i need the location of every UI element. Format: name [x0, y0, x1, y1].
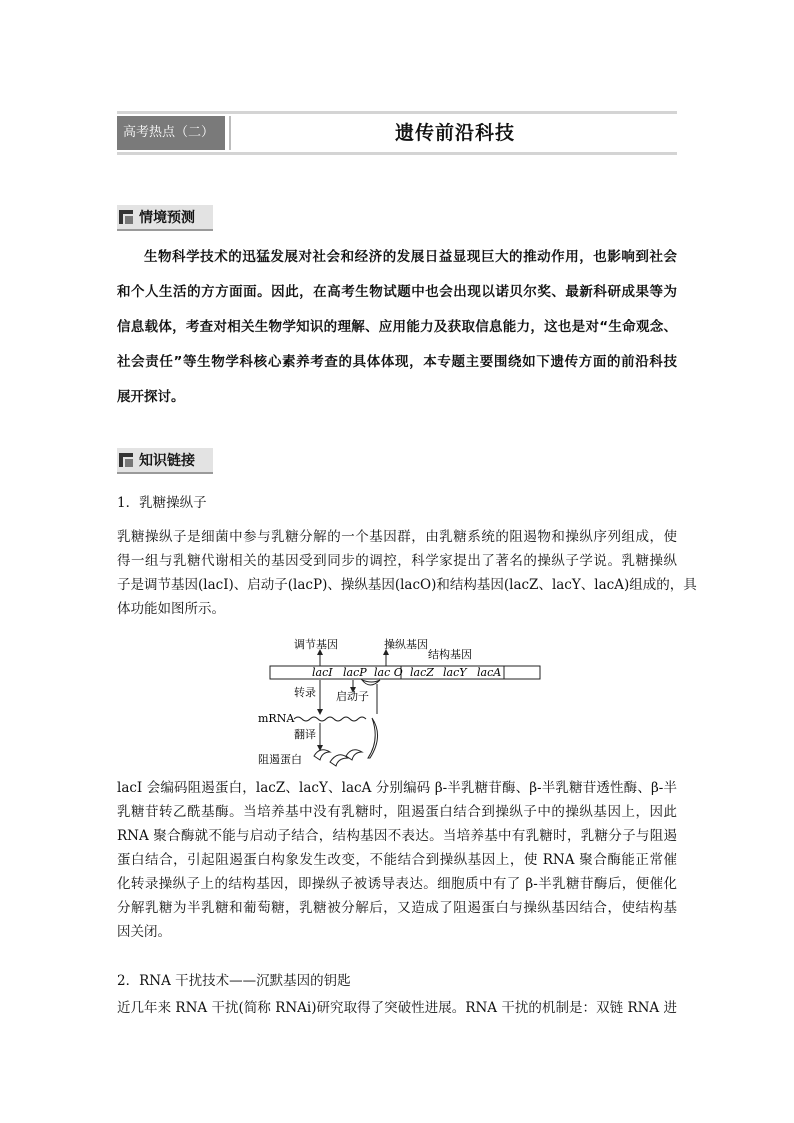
section-heading-knowledge: [117, 448, 213, 474]
section-title: 知识链接: [139, 453, 195, 469]
label-translation: 翻译: [294, 728, 316, 741]
paragraph-line: 展开探讨。: [117, 389, 185, 405]
header-top-rule: [117, 111, 677, 114]
item-heading-rnai: 2．RNA 干扰技术——沉默基因的钥匙: [117, 973, 351, 989]
paragraph-line: 蛋白结合，引起阻遏蛋白构象发生改变，不能结合到操纵基因上，使 RNA 聚合酶能正常催: [117, 852, 677, 868]
repressor-shape: [314, 750, 330, 760]
lac-operon-diagram: [250, 632, 550, 774]
lac-operon-explanation: [117, 776, 677, 944]
label-mrna: mRNA: [258, 712, 295, 725]
label-operator-gene: 操纵基因: [384, 638, 428, 651]
section-heading-scenario: [117, 205, 213, 231]
paragraph-line: 化转录操纵子上的结构基因，即操纵子被诱导表达。细胞质中有了 β-半乳糖苷酶后，便催化: [117, 876, 677, 892]
paragraph-line: 子是调节基因(lacI)、启动子(lacP)、操纵基因(lacO)和结构基因(lacZ、lacY、lacA)组成的，具: [117, 577, 697, 593]
gene-label-laci: lacI: [312, 666, 333, 679]
gene-label-lacp: lacP: [343, 666, 367, 679]
scenario-paragraph: [117, 240, 677, 415]
gene-label-laco: lac O: [374, 666, 403, 679]
repressor-shape: [330, 755, 348, 766]
page-title: 遗传前沿科技: [394, 122, 515, 144]
lac-operon-paragraph: [117, 525, 697, 621]
label-structural-genes: 结构基因: [428, 648, 472, 661]
label-repressor: 阻遏蛋白: [258, 753, 302, 766]
header-tag: 高考热点（二）: [117, 116, 225, 150]
section-title: 情境预测: [139, 210, 195, 226]
paragraph-line: lacI 会编码阻遏蛋白，lacZ、lacY、lacA 分别编码 β-半乳糖苷酶、β-半乳糖苷透性酶、β-半: [117, 780, 677, 796]
paragraph-line: 体功能如图所示。: [117, 601, 225, 617]
mrna-strand: [294, 717, 366, 721]
section-marker-icon: [119, 210, 133, 224]
paragraph-line: 社会责任”等生物学科核心素养考查的具体体现，本专题主要围绕如下遗传方面的前沿科技: [117, 354, 677, 370]
label-regulator-gene: 调节基因: [294, 638, 338, 651]
paragraph-line: 乳糖操纵子是细菌中参与乳糖分解的一个基因群，由乳糖系统的阻遏物和操纵序列组成，使: [117, 529, 677, 545]
header-bottom-rule: [117, 152, 677, 155]
paragraph-line: 近几年来 RNA 干扰(简称 RNAi)研究取得了突破性进展。RNA 干扰的机制是：双链 RNA 进: [117, 1000, 677, 1016]
header-separator: [229, 116, 231, 150]
label-transcription: 转录: [294, 686, 316, 699]
paragraph-line: 得一组与乳糖代谢相关的基因受到同步的调控，科学家提出了著名的操纵子学说。乳糖操纵: [117, 553, 677, 569]
gene-label-lacy: lacY: [443, 666, 467, 679]
gene-label-lacz: lacZ: [410, 666, 434, 679]
rnai-paragraph: [117, 996, 677, 1020]
section-marker-icon: [119, 453, 133, 467]
paragraph-line: 分解乳糖为半乳糖和葡萄糖，乳糖被分解后，又造成了阻遏蛋白与操纵基因结合，使结构基: [117, 900, 677, 916]
paragraph-line: 乳糖苷转乙酰基酶。当培养基中没有乳糖时，阻遏蛋白结合到操纵子中的操纵基因上，因此: [117, 804, 677, 820]
repressor-shape-active: [368, 718, 378, 758]
gene-label-laca: lacA: [477, 666, 502, 679]
chapter-header: [117, 111, 677, 155]
paragraph-line: 生物科学技术的迅猛发展对社会和经济的发展日益显现巨大的推动作用，也影响到社会: [144, 249, 677, 265]
paragraph-line: RNA 聚合酶就不能与启动子结合，结构基因不表达。当培养基中有乳糖时，乳糖分子与阻遏: [117, 828, 677, 844]
label-promoter: 启动子: [336, 690, 369, 703]
paragraph-line: 因关闭。: [117, 924, 171, 940]
paragraph-line: 和个人生活的方方面面。因此，在高考生物试题中也会出现以诺贝尔奖、最新科研成果等为: [117, 284, 677, 300]
item-heading-lac-operon: 1．乳糖操纵子: [117, 495, 207, 511]
paragraph-line: 信息载体，考查对相关生物学知识的理解、应用能力及获取信息能力，这也是对“生命观念、: [117, 319, 677, 335]
